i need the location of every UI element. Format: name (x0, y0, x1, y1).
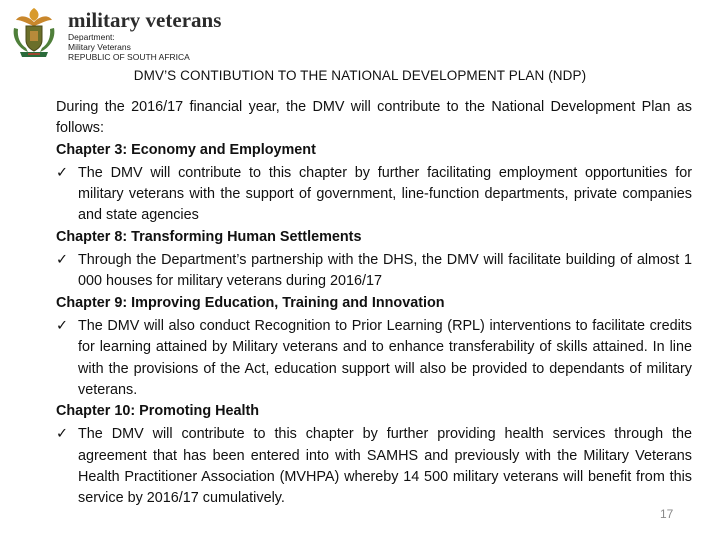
list-item-text: Through the Department’s partnership with the DHS, the DMV will facilitate building of almost 1 000 houses for military veterans during 2016/17 (78, 252, 692, 290)
brand-block (68, 4, 221, 62)
intro-paragraph: During the 2016/17 financial year, the DMV will contribute to the National Development Plan as follows: (56, 99, 692, 137)
brand-line: Department: (68, 32, 115, 42)
chapter-heading: Chapter 10: Promoting Health (56, 403, 260, 420)
list-item-text: The DMV will contribute to this chapter by further providing health services through the agreement that has been entered into with SAMHS and previously with the Military Veterans Health Practitioner Association (MVHPA) whereby 14 500 military veterans will benefit from this service by 2016/17 cumulatively. (78, 426, 692, 507)
list-item-text: The DMV will contribute to this chapter by further facilitating employment opportunities for military veterans with the support of government, line-function departments, private companies and state agencies (78, 164, 692, 224)
list-item (56, 424, 692, 509)
checkmark-icon: ✓ (56, 252, 69, 269)
chapter-heading: Chapter 9: Improving Education, Training and Innovation (56, 294, 445, 311)
checkmark-icon: ✓ (56, 164, 69, 181)
page-number: 17 (660, 507, 674, 521)
header (6, 4, 221, 64)
list-item (56, 163, 692, 227)
list-item (56, 250, 692, 293)
checkmark-icon: ✓ (56, 317, 69, 334)
brand-line: REPUBLIC OF SOUTH AFRICA (68, 52, 190, 62)
coat-of-arms-icon (6, 4, 62, 60)
chapter-heading: Chapter 3: Economy and Employment (56, 141, 316, 158)
checkmark-icon: ✓ (56, 426, 69, 443)
list-item-text: The DMV will also conduct Recognition to Prior Learning (RPL) interventions to facilitate credits for learning attained by Military veterans and to enhance transferability of skills attained. In line with the provisions of the Act, education support will also be provided to dependants of military veterans. (78, 317, 692, 398)
document-body (56, 97, 692, 510)
brand-name: military veterans (68, 8, 222, 32)
list-item (56, 316, 692, 401)
brand-line: Military Veterans (68, 42, 131, 52)
chapter-heading: Chapter 8: Transforming Human Settlements (56, 228, 362, 245)
page-title: DMV’S CONTIBUTION TO THE NATIONAL DEVELOPMENT PLAN (NDP) (133, 68, 587, 83)
